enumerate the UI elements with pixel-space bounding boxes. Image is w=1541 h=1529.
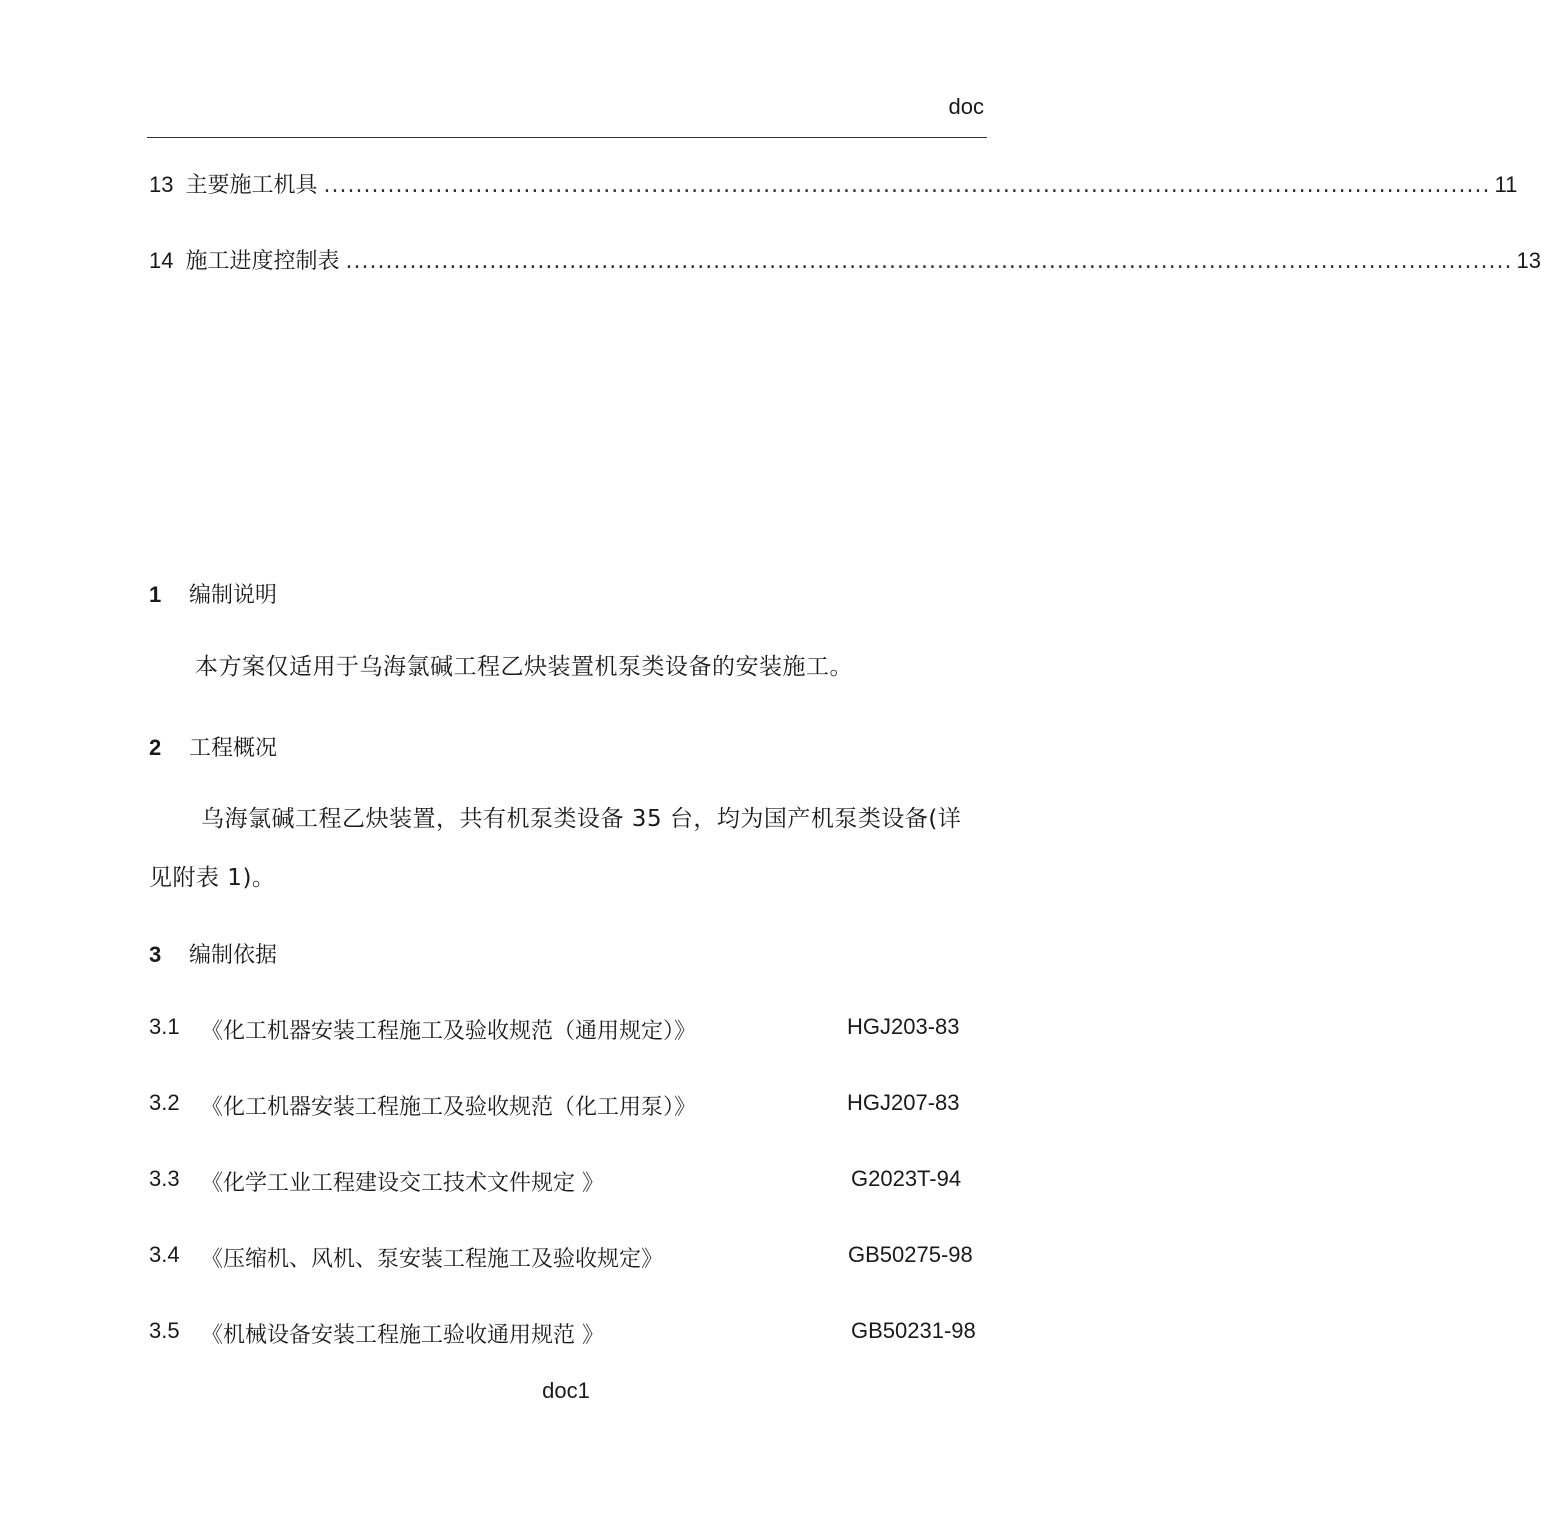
header-divider: [147, 137, 987, 138]
section-title: 工程概况: [189, 736, 278, 761]
toc-entry[interactable]: [149, 168, 1518, 199]
section-heading: [149, 731, 277, 762]
reference-code: G2023T-94: [851, 1166, 962, 1191]
reference-code: HGJ203-83: [847, 1014, 960, 1039]
reference-number: 3.5: [149, 1318, 180, 1343]
reference-code: GB50231-98: [851, 1318, 976, 1343]
toc-leader-dots: ..................................................................................................................................................: [345, 249, 1513, 274]
section-number: 3: [149, 942, 162, 967]
section-paragraph: [149, 638, 987, 697]
toc-entry-number: 14: [149, 248, 174, 273]
reference-number: 3.3: [149, 1166, 180, 1191]
reference-code: HGJ207-83: [847, 1090, 960, 1115]
reference-title: 《化工机器安装工程施工及验收规范（通用规定）》: [201, 1019, 697, 1044]
paragraph-text: 见附表 1)。: [149, 865, 276, 891]
toc-entry-page: 11: [1494, 172, 1518, 197]
section-paragraph: [149, 790, 987, 908]
section-number: 1: [149, 582, 162, 607]
reference-title: 《化学工业工程建设交工技术文件规定 》: [201, 1171, 604, 1196]
paragraph-text: 乌海氯碱工程乙炔装置，共有机泵类设备 35 台，均为国产机泵类设备(详: [201, 806, 962, 832]
section-heading: [149, 578, 277, 609]
toc-entry-page: 13: [1516, 248, 1541, 273]
section-title: 编制依据: [189, 943, 278, 968]
toc-entry-title: 施工进度控制表: [185, 249, 340, 274]
page-footer: doc1: [542, 1378, 590, 1403]
paragraph-text: 本方案仅适用于乌海氯碱工程乙炔装置机泵类设备的安装施工。: [195, 654, 853, 680]
toc-entry-number: 13: [149, 172, 174, 197]
paragraph-line: [149, 849, 987, 908]
section-heading: [149, 938, 277, 969]
section-title: 编制说明: [189, 583, 278, 608]
reference-title: 《压缩机、风机、泵安装工程施工及验收规定》: [201, 1247, 664, 1272]
toc-leader-dots: ..................................................................................................................................................: [323, 173, 1491, 198]
toc-entry-title: 主要施工机具: [185, 173, 318, 198]
reference-code: GB50275-98: [848, 1242, 973, 1267]
toc-entry[interactable]: [149, 244, 1541, 275]
reference-number: 3.2: [149, 1090, 180, 1115]
reference-number: 3.4: [149, 1242, 180, 1267]
reference-title: 《机械设备安装工程施工验收通用规范 》: [201, 1323, 604, 1348]
paragraph-line: [149, 790, 987, 849]
reference-title: 《化工机器安装工程施工及验收规范（化工用泵）》: [201, 1095, 697, 1120]
reference-number: 3.1: [149, 1014, 180, 1039]
page-header: doc: [948, 94, 984, 119]
section-number: 2: [149, 735, 162, 760]
